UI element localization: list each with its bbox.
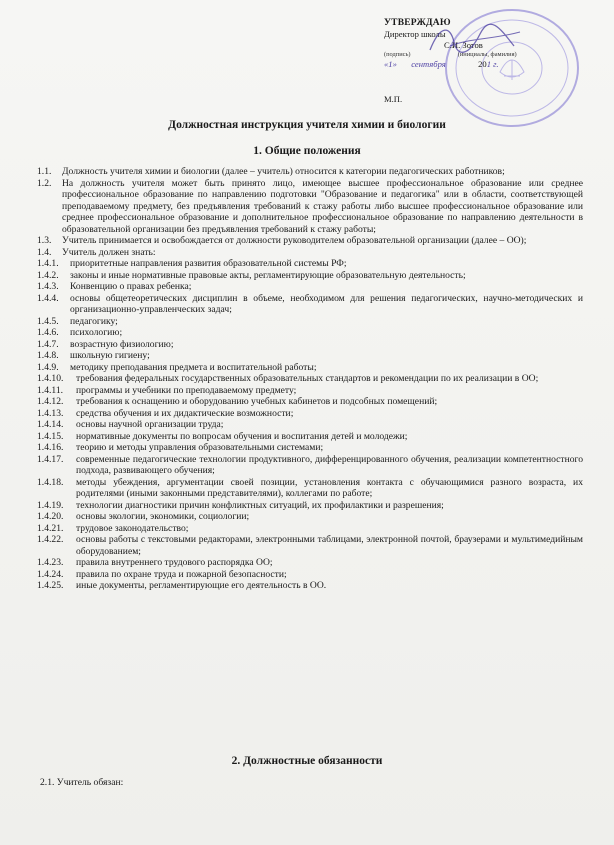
item-text: средства обучения и их дидактические возможности; <box>76 407 294 419</box>
item-number: 1.3. <box>37 235 52 246</box>
initials-caption: (инициалы, фамилия) <box>457 51 517 58</box>
item-text: программы и учебники по преподаваемому предмету; <box>76 384 297 396</box>
list-item <box>37 408 583 420</box>
item-text: основы экологии, экономики, социологии; <box>76 511 250 522</box>
approval-heading: УТВЕРЖДАЮ <box>384 18 451 28</box>
item-number: 1.4.15. <box>37 430 64 442</box>
date-day: «1» <box>384 59 397 69</box>
document-title: Должностная инструкция учителя химии и биологии <box>168 119 446 131</box>
item-number: 1.4.20. <box>37 511 64 522</box>
item-number: 1.4.14. <box>37 419 64 430</box>
item-number: 1.4.9. <box>37 361 59 373</box>
list-item <box>37 477 583 500</box>
item-text: основы общетеоретических дисциплин в объеме, необходимом для решения педагогических, научно-методических и организационно-управленческих задач; <box>70 292 583 315</box>
list-item <box>37 373 583 385</box>
item-number: 1.2. <box>37 177 52 189</box>
approval-date <box>384 59 584 70</box>
item-text: современные педагогические технологии продуктивного, дифференцированного обучения, реализации компетентностного подхода, развивающего обучения; <box>76 453 583 476</box>
list-item <box>37 316 583 328</box>
item-text: иные документы, регламентирующие его деятельность в ОО. <box>76 580 327 591</box>
item-text: законы и иные нормативные правовые акты, регламентирующие образовательную деятельность; <box>70 269 466 281</box>
item-number: 1.4.6. <box>37 327 59 338</box>
item-text: приоритетные направления развития образовательной системы РФ; <box>70 258 347 269</box>
year-prefix: 20 <box>478 59 487 69</box>
list-item <box>37 293 583 316</box>
list-item <box>37 557 583 569</box>
director-name: С.И. Зотов <box>444 40 483 50</box>
list-item <box>37 580 583 592</box>
list-item <box>37 350 583 362</box>
year-suffix: 1 г. <box>486 59 499 69</box>
list-item <box>37 396 583 408</box>
list-item <box>37 442 583 454</box>
item-number: 1.4.25. <box>37 580 64 591</box>
list-item <box>37 523 583 535</box>
item-number: 1.4.22. <box>37 534 64 545</box>
list-item <box>37 339 583 351</box>
item-number: 1.4. <box>37 246 52 258</box>
seal-label: М.П. <box>384 94 403 104</box>
item-text: правила по охране труда и пожарной безопасности; <box>76 568 287 580</box>
item-text: нормативные документы по вопросам обучения и воспитания детей и молодежи; <box>76 430 408 442</box>
list-item <box>37 178 583 236</box>
list-item <box>37 270 583 282</box>
item-text: школьную гигиену; <box>70 350 150 361</box>
item-text: технологии диагностики причин конфликтных ситуаций, их профилактики и разрешения; <box>76 499 444 511</box>
item-number: 1.4.2. <box>37 269 59 281</box>
item-text: Учитель должен знать: <box>62 246 156 258</box>
item-text: основы научной организации труда; <box>76 419 224 430</box>
item-number: 1.4.19. <box>37 499 64 511</box>
item-number: 1.4.24. <box>37 568 64 580</box>
item-number: 1.4.16. <box>37 442 64 453</box>
item-text: основы работы с текстовыми редакторами, электронными таблицами, электронной почтой, браузерами и мультимедийным оборудованием; <box>76 534 583 557</box>
item-text: требования федеральных государственных образовательных стандартов и рекомендации по их реализации в ОО; <box>76 373 539 384</box>
list-item <box>37 534 583 557</box>
item-number: 1.4.7. <box>37 338 59 350</box>
section1-heading: 1. Общие положения <box>253 145 361 157</box>
item-number: 1.4.10. <box>37 373 64 384</box>
list-item <box>37 419 583 431</box>
item-text: Конвенцию о правах ребенка; <box>70 281 192 292</box>
item-number: 1.4.13. <box>37 407 64 419</box>
list-item <box>37 454 583 477</box>
item-text: методику преподавания предмета и воспитательной работы; <box>70 361 317 373</box>
item-text: психологию; <box>70 327 123 338</box>
item-number: 1.4.8. <box>37 350 59 361</box>
item-number: 1.4.11. <box>37 384 64 396</box>
section2-heading: 2. Должностные обязанности <box>231 755 383 767</box>
item-number: 1.1. <box>37 166 52 177</box>
list-item <box>37 431 583 443</box>
item-number: 1.4.5. <box>37 315 59 327</box>
section1-list <box>37 166 583 592</box>
handwritten-signature <box>410 20 530 60</box>
item-number: 1.4.21. <box>37 522 64 534</box>
item-number: 1.4.18. <box>37 476 64 488</box>
item-text: Учитель принимается и освобождается от должности руководителем образовательной организации (далее – ОО); <box>62 235 527 246</box>
list-item <box>37 166 583 178</box>
list-item <box>37 247 583 259</box>
item-text: трудовое законодательство; <box>76 522 189 534</box>
list-item <box>37 385 583 397</box>
item-number: 1.4.12. <box>37 396 64 407</box>
item-text: методы убеждения, аргументации своей позиции, установления контакта с обучающимися разного возраста, их родителями (иными законными представителями), коллегами по работе; <box>76 476 583 499</box>
list-item <box>37 362 583 374</box>
list-item <box>37 327 583 339</box>
list-item <box>37 235 583 247</box>
item-text: На должность учителя может быть принято лицо, имеющее высшее профессиональное образование или среднее профессиональное образование по направлению подготовки "Образование и педагогика" или в области, соответствующей преподаваемому предмету, без предъявления требований к стажу работы либо высшее профессиональное образование или среднее профессиональное образование и дополнительное профессиональное образование по направлению деятельности в образовательной организации без предъявления требований к стажу работы; <box>62 177 583 235</box>
item-number: 1.4.1. <box>37 258 59 269</box>
list-item <box>37 281 583 293</box>
date-month: сентября <box>411 59 446 69</box>
item-text: педагогику; <box>70 315 118 327</box>
item-text: теорию и методы управления образовательными системами; <box>76 442 324 453</box>
item-text: Должность учителя химии и биологии (далее – учитель) относится к категории педагогических работников; <box>62 166 505 177</box>
list-item <box>37 500 583 512</box>
section2-first-item: 2.1. Учитель обязан: <box>40 777 124 788</box>
item-number: 1.4.3. <box>37 281 59 292</box>
list-item <box>37 569 583 581</box>
item-number: 1.4.4. <box>37 292 59 304</box>
director-position: Директор школы <box>384 29 446 39</box>
item-text: требования к оснащению и оборудованию учебных кабинетов и подсобных помещений; <box>76 396 438 407</box>
list-item <box>37 511 583 523</box>
list-item <box>37 258 583 270</box>
signature-caption: (подпись) <box>384 51 411 58</box>
item-text: возрастную физиологию; <box>70 338 174 350</box>
item-text: правила внутреннего трудового распорядка ОО; <box>76 557 273 568</box>
item-number: 1.4.23. <box>37 557 64 568</box>
item-number: 1.4.17. <box>37 453 64 465</box>
